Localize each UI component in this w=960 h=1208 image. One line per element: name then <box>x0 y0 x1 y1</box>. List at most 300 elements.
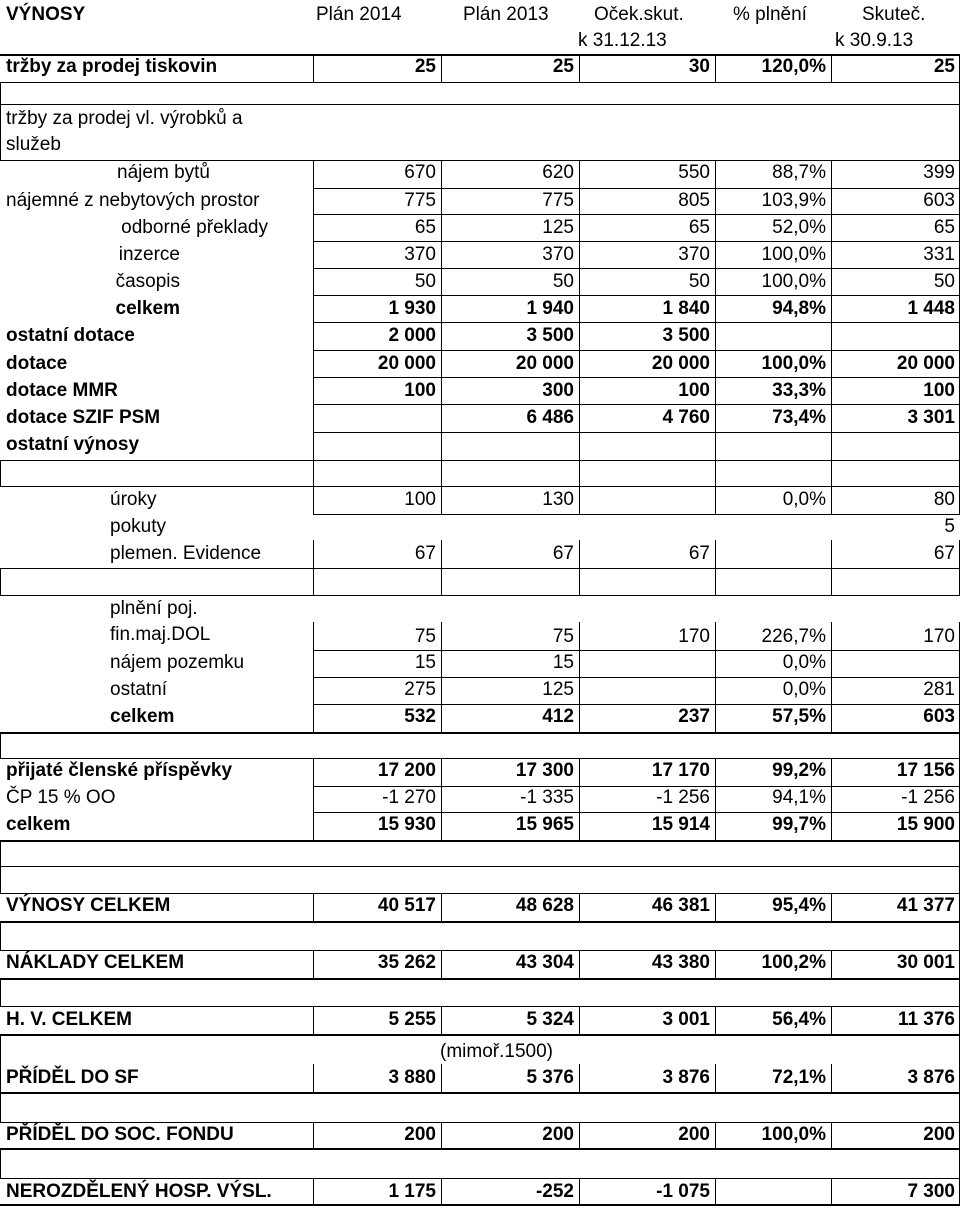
grid-line <box>579 1178 580 1204</box>
grid-line <box>715 188 716 214</box>
value-cell: 3 876 <box>662 1067 710 1088</box>
value-cell: 100 <box>404 380 436 401</box>
value-cell: 73,4% <box>772 407 826 428</box>
grid-line <box>715 758 716 786</box>
grid-line <box>313 650 314 677</box>
value-cell: 35 262 <box>377 952 436 973</box>
value-cell: 67 <box>933 543 955 564</box>
value-cell: 17 170 <box>651 760 710 781</box>
grid-line <box>579 1064 580 1092</box>
grid-line <box>831 1006 832 1034</box>
grid-line <box>441 950 442 978</box>
value-cell: 43 380 <box>651 952 710 973</box>
grid-line <box>715 812 716 840</box>
grid-line <box>313 514 960 515</box>
row-label: H. V. CELKEM <box>6 1009 132 1030</box>
grid-line <box>441 893 442 921</box>
grid-line <box>313 1034 960 1035</box>
value-cell: 7 300 <box>907 1181 955 1202</box>
grid-line <box>715 214 716 241</box>
grid-line <box>715 950 716 978</box>
value-cell: 1 930 <box>388 298 436 319</box>
grid-line <box>313 677 960 678</box>
grid-line <box>831 812 832 840</box>
value-cell: 550 <box>678 162 710 183</box>
grid-line <box>579 486 580 514</box>
value-cell: -1 335 <box>520 787 574 808</box>
grid-line <box>0 486 960 487</box>
grid-line <box>313 1064 314 1092</box>
grid-line <box>0 893 960 894</box>
grid-line <box>0 1148 1 1178</box>
grid-line <box>715 350 716 377</box>
grid-line <box>715 568 716 595</box>
value-cell: 1 840 <box>662 298 710 319</box>
value-cell: 5 376 <box>526 1067 574 1088</box>
value-cell: 300 <box>542 380 574 401</box>
value-cell: 52,0% <box>772 217 826 238</box>
grid-line <box>313 568 960 569</box>
value-cell: 33,3% <box>772 380 826 401</box>
value-cell: 17 200 <box>377 760 436 781</box>
grid-line <box>313 540 314 568</box>
grid-line <box>441 540 442 568</box>
grid-line <box>831 950 832 978</box>
value-cell: -1 256 <box>901 787 955 808</box>
value-cell: 25 <box>552 56 574 77</box>
grid-line <box>831 622 832 650</box>
grid-line <box>579 350 580 377</box>
grid-line <box>313 460 960 461</box>
value-cell: 0,0% <box>782 679 826 700</box>
grid-line <box>313 322 314 350</box>
grid-line <box>313 568 314 595</box>
grid-line <box>441 350 442 377</box>
grid-line <box>313 650 960 651</box>
value-cell: 775 <box>404 190 436 211</box>
value-cell: 3 001 <box>662 1009 710 1030</box>
grid-line <box>0 460 1 486</box>
row-label: ostatní <box>110 679 168 700</box>
grid-line <box>579 377 580 404</box>
table-title: VÝNOSY <box>6 4 86 25</box>
grid-line <box>441 1006 442 1034</box>
value-cell: 370 <box>404 244 436 265</box>
value-cell: 67 <box>414 543 436 564</box>
grid-line <box>441 295 442 322</box>
grid-line <box>313 350 314 377</box>
value-cell: 200 <box>923 1124 955 1145</box>
grid-line <box>831 350 832 377</box>
grid-line <box>715 56 716 82</box>
value-cell: 20 000 <box>377 353 436 374</box>
value-cell: 50 <box>414 271 436 292</box>
grid-line <box>313 82 960 83</box>
grid-line <box>441 486 442 514</box>
grid-line <box>715 677 716 704</box>
value-cell: -1 075 <box>656 1181 710 1202</box>
value-cell: 226,7% <box>761 626 826 647</box>
grid-line <box>0 732 1 758</box>
grid-line <box>831 1122 832 1148</box>
value-cell: 72,1% <box>772 1067 826 1088</box>
grid-line <box>441 56 442 82</box>
row-label: dotace MMR <box>6 380 118 401</box>
grid-line <box>831 677 832 704</box>
grid-line <box>831 568 832 595</box>
value-cell: 15 900 <box>896 814 955 835</box>
grid-line <box>715 622 716 650</box>
grid-line <box>441 322 442 350</box>
value-cell: 15 965 <box>515 814 574 835</box>
grid-line <box>0 921 1 950</box>
grid-line <box>579 432 580 460</box>
header-expected-date: k 31.12.13 <box>578 30 667 51</box>
grid-line <box>579 704 580 732</box>
value-cell: 25 <box>414 56 436 77</box>
value-cell: 331 <box>923 244 955 265</box>
grid-line <box>0 1122 960 1123</box>
grid-line <box>441 188 442 214</box>
value-cell: 670 <box>404 162 436 183</box>
value-cell: 100,2% <box>761 952 826 973</box>
grid-line <box>579 950 580 978</box>
grid-line <box>715 404 716 432</box>
value-cell: 275 <box>404 679 436 700</box>
value-cell: 20 000 <box>896 353 955 374</box>
value-cell: 170 <box>678 626 710 647</box>
value-cell: 532 <box>404 706 436 727</box>
grid-line <box>313 812 314 840</box>
grid-line <box>441 404 442 432</box>
grid-line <box>579 540 580 568</box>
value-cell: 1 448 <box>907 298 955 319</box>
value-cell: 775 <box>542 190 574 211</box>
grid-line <box>0 978 1 1006</box>
grid-line <box>441 622 442 650</box>
value-cell: 99,2% <box>772 760 826 781</box>
value-cell: 370 <box>542 244 574 265</box>
grid-line <box>313 1122 314 1148</box>
row-label: celkem <box>110 706 175 727</box>
grid-line <box>715 377 716 404</box>
grid-line <box>313 295 314 322</box>
row-label: nájemné z nebytových prostor <box>6 190 260 211</box>
grid-line <box>831 786 832 812</box>
grid-line <box>313 188 314 214</box>
value-cell: 25 <box>933 56 955 77</box>
value-cell: 95,4% <box>772 895 826 916</box>
value-cell: 17 300 <box>515 760 574 781</box>
row-label: NÁKLADY CELKEM <box>6 952 185 973</box>
grid-line <box>715 460 716 486</box>
grid-line <box>313 404 314 432</box>
value-cell: 46 381 <box>651 895 710 916</box>
header-percent-fulfilment: % plnění <box>733 4 807 25</box>
value-cell: 15 <box>414 652 436 673</box>
grid-line <box>441 432 442 460</box>
value-cell: 1 175 <box>388 1181 436 1202</box>
grid-line <box>441 241 442 268</box>
value-cell: 15 930 <box>377 814 436 835</box>
grid-line <box>313 840 960 841</box>
grid-line <box>715 893 716 921</box>
grid-line <box>715 786 716 812</box>
row-label: plnění poj. <box>110 598 198 619</box>
value-cell: 88,7% <box>772 162 826 183</box>
row-label: PŘÍDĚL DO SOC. FONDU <box>6 1124 234 1145</box>
grid-line <box>313 350 960 351</box>
grid-line <box>313 268 314 295</box>
row-label-continued: služeb <box>6 134 61 155</box>
value-cell: 48 628 <box>515 895 574 916</box>
row-label: úroky <box>110 489 157 510</box>
grid-line <box>831 432 832 460</box>
grid-line <box>715 1122 716 1148</box>
grid-line <box>313 1204 960 1205</box>
value-cell: 65 <box>414 217 436 238</box>
header-plan-2014: Plán 2014 <box>316 4 402 25</box>
grid-line <box>441 268 442 295</box>
grid-line <box>441 1178 442 1204</box>
value-cell: 100,0% <box>761 271 826 292</box>
value-cell: 620 <box>542 162 574 183</box>
value-cell: 65 <box>933 217 955 238</box>
grid-line <box>313 677 314 704</box>
value-cell: 20 000 <box>515 353 574 374</box>
grid-line <box>0 160 960 161</box>
value-cell: 603 <box>923 190 955 211</box>
grid-line <box>313 786 314 812</box>
value-cell: 5 324 <box>526 1009 574 1030</box>
value-cell: 603 <box>923 706 955 727</box>
row-label: plemen. Evidence <box>110 543 262 564</box>
grid-line <box>313 268 960 269</box>
grid-line <box>715 1006 716 1034</box>
header-plan-2013: Plán 2013 <box>463 4 549 25</box>
grid-line <box>579 758 580 786</box>
grid-line <box>579 460 580 486</box>
value-cell: 40 517 <box>377 895 436 916</box>
grid-line <box>831 650 832 677</box>
grid-line <box>441 704 442 732</box>
grid-line <box>579 893 580 921</box>
grid-line <box>313 295 960 296</box>
value-cell: 5 <box>944 516 955 537</box>
grid-line <box>0 104 1 160</box>
grid-line <box>313 1092 960 1093</box>
grid-line <box>313 704 960 705</box>
grid-line <box>579 1006 580 1034</box>
grid-line <box>715 650 716 677</box>
value-cell: -1 256 <box>656 787 710 808</box>
value-cell: 0,0% <box>782 489 826 510</box>
row-label: ostatní výnosy <box>6 434 140 455</box>
value-cell: 3 880 <box>388 1067 436 1088</box>
grid-line <box>831 893 832 921</box>
grid-line <box>313 377 314 404</box>
value-cell: 1 940 <box>526 298 574 319</box>
grid-line <box>313 893 314 921</box>
grid-line <box>313 214 314 241</box>
grid-line <box>313 404 960 405</box>
value-cell: 15 914 <box>651 814 710 835</box>
value-cell: 805 <box>678 190 710 211</box>
grid-line <box>579 241 580 268</box>
grid-line <box>313 704 314 732</box>
row-label: pokuty <box>110 516 166 537</box>
value-cell: 100 <box>923 380 955 401</box>
row-label: tržby za prodej vl. výrobků a <box>6 108 243 129</box>
value-cell: 200 <box>404 1124 436 1145</box>
grid-line <box>831 704 832 732</box>
value-cell: 67 <box>688 543 710 564</box>
grid-line <box>715 160 716 188</box>
grid-line <box>313 978 960 979</box>
grid-line <box>313 921 960 922</box>
grid-line <box>715 322 716 350</box>
grid-line <box>0 950 960 951</box>
grid-line <box>579 650 580 677</box>
value-cell: 50 <box>688 271 710 292</box>
value-cell: 412 <box>542 706 574 727</box>
value-cell: 120,0% <box>761 56 826 77</box>
grid-line <box>441 460 442 486</box>
row-label: dotace SZIF PSM <box>6 407 161 428</box>
grid-line <box>579 677 580 704</box>
value-cell: 100 <box>404 489 436 510</box>
grid-line <box>313 241 960 242</box>
value-cell: 3 876 <box>907 1067 955 1088</box>
grid-line <box>313 241 314 268</box>
value-cell: -252 <box>535 1181 574 1202</box>
grid-line <box>313 188 960 189</box>
value-cell: 3 500 <box>526 325 574 346</box>
grid-line <box>0 840 1 866</box>
grid-line <box>313 432 960 433</box>
row-label: časopis <box>115 271 180 292</box>
grid-line <box>313 758 314 786</box>
grid-line <box>831 1064 832 1092</box>
grid-line <box>441 812 442 840</box>
grid-line <box>441 568 442 595</box>
grid-line <box>0 758 960 759</box>
value-cell: 43 304 <box>515 952 574 973</box>
grid-line <box>313 1148 960 1149</box>
row-label: PŘÍDĚL DO SF <box>6 1067 139 1088</box>
value-cell: 3 301 <box>907 407 955 428</box>
row-label: inzerce <box>118 244 180 265</box>
value-cell: 30 001 <box>896 952 955 973</box>
grid-line <box>715 268 716 295</box>
row-label: tržby za prodej tiskovin <box>6 56 218 77</box>
value-cell: 67 <box>552 543 574 564</box>
value-cell: 50 <box>933 271 955 292</box>
value-cell: 15 <box>552 652 574 673</box>
grid-line <box>441 650 442 677</box>
grid-line <box>0 866 960 867</box>
grid-line <box>0 568 1 595</box>
grid-line <box>313 622 314 650</box>
grid-line <box>0 595 960 596</box>
grid-line <box>0 104 960 105</box>
grid-line <box>313 950 314 978</box>
row-label: odborné překlady <box>121 217 268 238</box>
grid-line <box>313 432 314 460</box>
grid-line <box>831 758 832 786</box>
grid-line <box>831 188 832 214</box>
value-cell: 99,7% <box>772 814 826 835</box>
grid-line <box>715 432 716 460</box>
value-cell: 56,4% <box>772 1009 826 1030</box>
grid-line <box>831 460 832 486</box>
grid-line <box>579 1122 580 1148</box>
grid-line <box>579 812 580 840</box>
header-actual: Skuteč. <box>862 4 926 25</box>
grid-line <box>313 322 960 323</box>
value-cell: 281 <box>923 679 955 700</box>
grid-line <box>313 56 314 82</box>
grid-line <box>715 1064 716 1092</box>
grid-line <box>579 322 580 350</box>
value-cell: 80 <box>933 489 955 510</box>
grid-line <box>313 812 960 813</box>
value-cell: 100,0% <box>761 353 826 374</box>
grid-line <box>0 1006 960 1007</box>
grid-line <box>313 1006 314 1034</box>
row-label-continued: fin.maj.DOL <box>110 624 211 645</box>
grid-line <box>715 704 716 732</box>
value-cell: 50 <box>552 271 574 292</box>
row-label: celkem <box>115 298 180 319</box>
grid-line <box>579 56 580 82</box>
grid-line <box>313 377 960 378</box>
value-cell: 399 <box>923 162 955 183</box>
grid-line <box>441 377 442 404</box>
grid-line <box>831 1178 832 1204</box>
grid-line <box>831 295 832 322</box>
value-cell: 4 760 <box>662 407 710 428</box>
grid-line <box>441 1122 442 1148</box>
row-label: ČP 15 % OO <box>6 787 116 808</box>
grid-line <box>831 404 832 432</box>
grid-line <box>579 188 580 214</box>
grid-line <box>313 486 314 514</box>
grid-line <box>579 786 580 812</box>
value-cell: 370 <box>678 244 710 265</box>
value-cell: 41 377 <box>896 895 955 916</box>
grid-line <box>579 404 580 432</box>
grid-line <box>0 866 1 893</box>
grid-line <box>313 1178 314 1204</box>
grid-line <box>831 268 832 295</box>
value-cell: 20 000 <box>651 353 710 374</box>
value-cell: 94,8% <box>772 298 826 319</box>
value-cell: 75 <box>414 626 436 647</box>
grid-line <box>831 540 832 568</box>
value-cell: 3 500 <box>662 325 710 346</box>
row-label: NEROZDĚLENÝ HOSP. VÝSL. <box>6 1181 272 1202</box>
grid-line <box>831 377 832 404</box>
grid-line <box>715 486 716 514</box>
value-cell: 6 486 <box>526 407 574 428</box>
value-cell: 0,0% <box>782 652 826 673</box>
grid-line <box>313 732 960 733</box>
grid-line <box>0 82 1 104</box>
grid-line <box>441 1064 442 1092</box>
value-cell: 17 156 <box>896 760 955 781</box>
grid-line <box>831 56 832 82</box>
